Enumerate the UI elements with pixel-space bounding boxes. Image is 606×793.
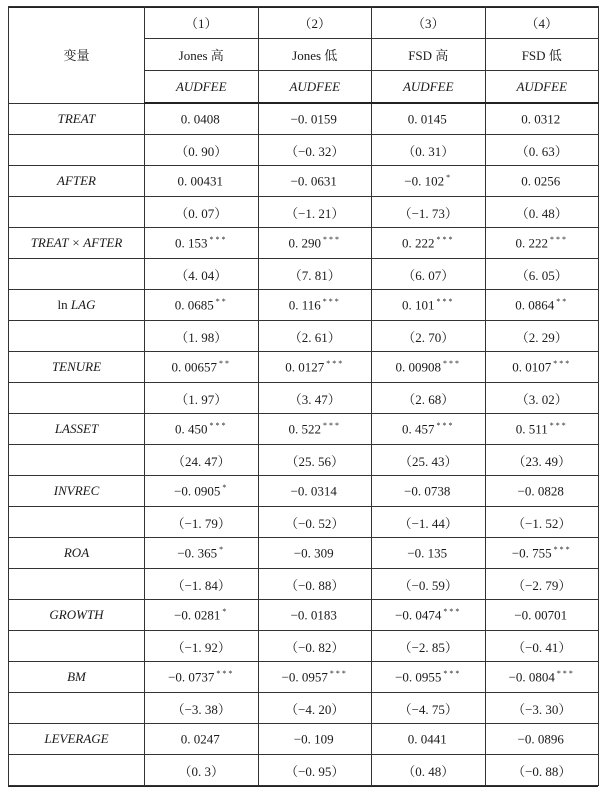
coef-row [9,662,599,693]
blank-cell [9,507,145,538]
coefficient-cell [145,538,259,569]
coefficient-cell [145,166,259,197]
coefficient-cell [258,103,372,135]
blank-cell [9,135,145,166]
significance-stars: ** [556,296,569,306]
t-stat-cell: （3. 02） [485,383,599,414]
coefficient-cell [485,476,599,507]
coef-row [9,538,599,569]
coefficient-value: 0. 153 [175,235,208,251]
t-stat-cell: （0. 3） [145,755,259,786]
t-stat-cell: （−0. 41） [485,631,599,662]
coefficient-value: −0. 0183 [290,607,337,623]
coefficient-cell [372,476,486,507]
t-stat-cell: （−0. 88） [258,569,372,600]
t-stat-cell: （6. 05） [485,259,599,290]
t-stat-cell: （−4. 20） [258,693,372,724]
coef-row [9,166,599,197]
t-stat-row [9,321,599,352]
blank-cell [9,631,145,662]
coefficient-value: 0. 457 [402,421,435,437]
t-stat-cell: （−1. 52） [485,507,599,538]
significance-stars: * [222,606,229,616]
t-stat-cell: （1. 98） [145,321,259,352]
t-stat-cell: （7. 81） [258,259,372,290]
blank-cell [9,445,145,476]
coefficient-cell [485,724,599,755]
significance-stars: * [446,172,453,182]
significance-stars: * [219,544,226,554]
coefficient-cell [485,352,599,383]
coefficient-cell [485,662,599,693]
coefficient-value: −0. 0828 [517,483,564,499]
t-stat-cell: （−1. 21） [258,197,372,228]
variable-label: GROWTH [49,607,104,622]
coefficient-cell [258,538,372,569]
coefficient-cell [258,414,372,445]
t-stat-row [9,569,599,600]
column-group: Jones 高 [145,39,259,71]
coefficient-value: −0. 0896 [517,731,564,747]
significance-stars: ** [219,358,231,368]
t-stat-cell: （2. 70） [372,321,486,352]
t-stat-cell: （−0. 88） [485,755,599,786]
coef-row [9,600,599,631]
t-stat-cell: （6. 07） [372,259,486,290]
variable-label: LEVERAGE [44,731,109,746]
significance-stars: *** [322,296,341,306]
t-stat-cell: （−1. 73） [372,197,486,228]
coefficient-value: 0. 450 [175,421,208,437]
variable-name [9,414,145,445]
t-stat-cell: （−0. 82） [258,631,372,662]
t-stat-cell: （24. 47） [145,445,259,476]
variable-label: TENURE [51,359,102,374]
t-stat-cell: （2. 68） [372,383,486,414]
coefficient-cell [258,290,372,321]
significance-stars: *** [329,668,348,678]
coefficient-cell [485,414,599,445]
significance-stars: *** [326,358,345,368]
coefficient-value: 0. 00908 [395,359,441,375]
dependent-variable: AUDFEE [145,71,259,104]
coefficient-value: −0. 00701 [514,607,568,623]
coefficient-value: −0. 0738 [404,483,451,499]
variable-label: ROA [63,545,90,560]
coefficient-value: −0. 0281 [174,607,221,623]
variable-label: LASSET [54,421,99,436]
significance-stars: *** [443,668,462,678]
blank-cell [9,321,145,352]
blank-cell [9,259,145,290]
variable-label: LAG [70,297,96,312]
variable-name [9,476,145,507]
t-stat-cell: （−2. 79） [485,569,599,600]
t-stat-row [9,755,599,786]
t-stat-cell: （0. 90） [145,135,259,166]
significance-stars: *** [323,234,341,244]
t-stat-cell: （1. 97） [145,383,259,414]
coefficient-cell [258,228,372,259]
t-stat-cell: （−1. 79） [145,507,259,538]
variable-name [9,600,145,631]
variable-name [9,166,145,197]
coefficient-cell [145,352,259,383]
t-stat-cell: （2. 29） [485,321,599,352]
significance-stars: *** [323,420,341,430]
t-stat-cell: （−0. 32） [258,135,372,166]
coefficient-value: −0. 0159 [290,111,337,127]
coefficient-cell [485,166,599,197]
t-stat-cell: （0. 63） [485,135,599,166]
t-stat-cell: （−1. 44） [372,507,486,538]
coefficient-cell [485,103,599,135]
coefficient-cell [258,476,372,507]
t-stat-row [9,693,599,724]
coefficient-cell [485,600,599,631]
coefficient-cell [145,476,259,507]
coefficient-value: −0. 0474 [395,607,442,623]
t-stat-row [9,631,599,662]
coefficient-value: −0. 309 [293,545,334,561]
significance-stars: *** [436,420,455,430]
t-stat-cell: （−3. 38） [145,693,259,724]
coefficient-value: 0. 00657 [171,359,217,375]
variable-label: INVREC [53,483,100,498]
t-stat-cell: （0. 48） [372,755,486,786]
header-row-number [9,7,599,39]
coefficient-value: −0. 0737 [168,669,215,685]
significance-stars: *** [553,358,572,368]
significance-stars: *** [209,234,228,244]
t-stat-row [9,259,599,290]
coefficient-value: −0. 0804 [508,669,555,685]
significance-stars: *** [550,234,568,244]
significance-stars: *** [443,606,462,616]
coefficient-cell [258,352,372,383]
coef-row [9,476,599,507]
significance-stars: *** [436,296,455,306]
coefficient-value: 0. 0127 [285,359,325,375]
blank-cell [9,755,145,786]
significance-stars: *** [553,544,572,554]
blank-cell [9,569,145,600]
coefficient-value: −0. 755 [511,545,552,561]
variable-name [9,103,145,135]
t-stat-cell: （−0. 59） [372,569,486,600]
column-number: （3） [372,7,486,39]
coefficient-cell [372,600,486,631]
coefficient-value: 0. 00431 [177,173,223,189]
coefficient-value: 0. 116 [288,297,321,313]
blank-cell [9,197,145,228]
column-number: （2） [258,7,372,39]
coefficient-value: −0. 102 [404,173,445,189]
coefficient-value: 0. 0247 [180,731,220,747]
coefficient-cell [145,228,259,259]
coefficient-value: −0. 109 [293,731,334,747]
coefficient-cell [485,538,599,569]
coefficient-value: 0. 0312 [521,111,561,127]
coefficient-cell [145,414,259,445]
coefficient-value: 0. 222 [402,235,435,251]
coefficient-value: −0. 365 [177,545,218,561]
t-stat-row [9,507,599,538]
t-stat-cell: （25. 56） [258,445,372,476]
coefficient-value: 0. 522 [288,421,321,437]
coefficient-value: 0. 222 [515,235,548,251]
coef-row [9,724,599,755]
coefficient-value: 0. 0408 [180,111,220,127]
t-stat-cell: （0. 07） [145,197,259,228]
coefficient-cell [372,352,486,383]
coefficient-value: −0. 135 [407,545,448,561]
coefficient-cell [485,290,599,321]
significance-stars: *** [436,234,455,244]
coefficient-value: 0. 0685 [174,297,214,313]
t-stat-row [9,197,599,228]
t-stat-cell: （−4. 75） [372,693,486,724]
variable-prefix: ln [57,297,71,312]
coefficient-cell [258,662,372,693]
significance-stars: *** [556,668,575,678]
t-stat-cell: （3. 47） [258,383,372,414]
coefficient-value: −0. 0955 [395,669,442,685]
significance-stars: ** [215,296,228,306]
dependent-variable: AUDFEE [485,71,599,104]
coefficient-cell [372,166,486,197]
column-number: （4） [485,7,599,39]
column-number: （1） [145,7,259,39]
coefficient-cell [372,414,486,445]
coefficient-cell [145,662,259,693]
variable-label: AFTER [57,173,96,188]
column-group: FSD 高 [372,39,486,71]
coef-row [9,103,599,135]
coefficient-cell [372,538,486,569]
coef-row [9,414,599,445]
variable-name [9,538,145,569]
dependent-variable: AUDFEE [258,71,372,104]
t-stat-cell: （4. 04） [145,259,259,290]
coef-row [9,228,599,259]
blank-cell [9,383,145,414]
coefficient-cell [145,103,259,135]
variable-name [9,228,145,259]
coefficient-cell [145,724,259,755]
variable-header: 变量 [9,7,145,104]
significance-stars: *** [443,358,461,368]
t-stat-cell: （2. 61） [258,321,372,352]
t-stat-cell: （−0. 95） [258,755,372,786]
coefficient-value: 0. 511 [515,421,548,437]
coefficient-cell [258,724,372,755]
coefficient-value: −0. 0957 [281,669,328,685]
coef-row [9,352,599,383]
coefficient-value: 0. 101 [402,297,435,313]
t-stat-row [9,445,599,476]
variable-name [9,662,145,693]
dependent-variable: AUDFEE [372,71,486,104]
coefficient-cell [258,166,372,197]
t-stat-cell: （−1. 84） [145,569,259,600]
coefficient-cell [258,600,372,631]
t-stat-cell: （0. 31） [372,135,486,166]
coefficient-value: −0. 0314 [290,483,337,499]
coefficient-cell [372,724,486,755]
variable-name [9,352,145,383]
t-stat-row [9,135,599,166]
significance-stars: *** [216,668,235,678]
coefficient-value: −0. 0905 [174,483,221,499]
regression-table [8,6,599,786]
coefficient-cell [145,600,259,631]
coefficient-cell [372,103,486,135]
t-stat-cell: （0. 48） [485,197,599,228]
significance-stars: *** [209,420,228,430]
coefficient-value: 0. 0145 [407,111,447,127]
t-stat-cell: （−2. 85） [372,631,486,662]
coefficient-cell [372,290,486,321]
coef-row [9,290,599,321]
variable-label: BM [67,669,86,684]
coefficient-value: 0. 0441 [407,731,447,747]
variable-label: TREAT × AFTER [30,235,123,250]
variable-name [9,724,145,755]
t-stat-cell: （25. 43） [372,445,486,476]
blank-cell [9,693,145,724]
significance-stars: *** [549,420,568,430]
column-group: Jones 低 [258,39,372,71]
t-stat-row [9,383,599,414]
column-group: FSD 低 [485,39,599,71]
coefficient-cell [372,662,486,693]
variable-label: TREAT [57,110,96,126]
t-stat-cell: （−3. 30） [485,693,599,724]
coefficient-value: −0. 0631 [290,173,337,189]
coefficient-value: 0. 0864 [515,297,555,313]
significance-stars: * [222,482,229,492]
coefficient-value: 0. 0256 [521,173,561,189]
variable-name [9,290,145,321]
t-stat-cell: （23. 49） [485,445,599,476]
coefficient-value: 0. 0107 [512,359,552,375]
coefficient-cell [145,290,259,321]
coefficient-cell [485,228,599,259]
t-stat-cell: （−0. 52） [258,507,372,538]
coefficient-value: 0. 290 [288,235,321,251]
t-stat-cell: （−1. 92） [145,631,259,662]
coefficient-cell [372,228,486,259]
